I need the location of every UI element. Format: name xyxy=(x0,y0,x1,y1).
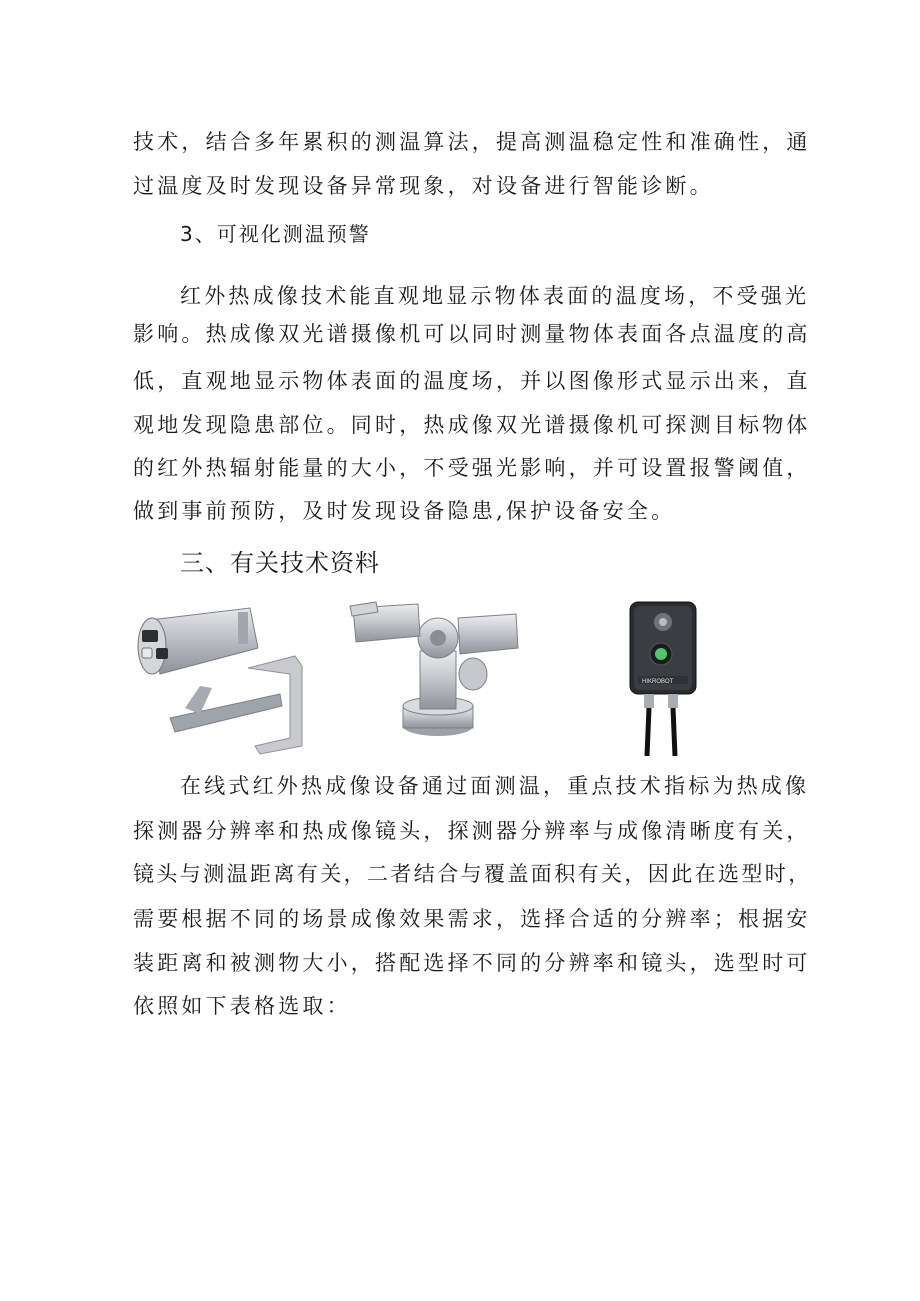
chapter-heading: 三、有关技术资料 xyxy=(180,549,380,577)
mini-thermal-camera-icon xyxy=(628,596,700,758)
paragraph-line: 的红外热辐射能量的大小，不受强光影响，并可设置报警阈值， xyxy=(133,456,811,480)
paragraph-line: 镜头与测温距离有关，二者结合与覆盖面积有关，因此在选型时， xyxy=(133,862,812,886)
paragraph-line: 技术，结合多年累积的测温算法，提高测温稳定性和准确性，通 xyxy=(133,130,811,154)
paragraph-line: 探测器分辨率和热成像镜头，探测器分辨率与成像清晰度有关， xyxy=(133,819,811,843)
paragraph-line: 红外热成像技术能直观地显示物体表面的温度场，不受强光 xyxy=(180,284,810,308)
paragraph-line: 依照如下表格选取： xyxy=(133,994,351,1018)
paragraph-line: 过温度及时发现设备异常现象，对设备进行智能诊断。 xyxy=(133,174,714,198)
paragraph-line: 装距离和被测物大小，搭配选择不同的分辨率和镜头，选型时可 xyxy=(133,951,811,975)
bullet-thermal-camera-icon xyxy=(130,596,310,758)
paragraph-line: 观地发现隐患部位。同时，热成像双光谱摄像机可探测目标物体 xyxy=(133,413,811,437)
svg-text:HIKROBOT: HIKROBOT xyxy=(642,679,674,685)
paragraph-line: 影响。热成像双光谱摄像机可以同时测量物体表面各点温度的高 xyxy=(133,322,811,346)
paragraph-line: 在线式红外热成像设备通过面测温，重点技术指标为热成像 xyxy=(180,774,810,798)
paragraph-line: 做到事前预防，及时发现设备隐患,保护设备安全。 xyxy=(133,499,676,523)
section-heading: 3、可视化测温预警 xyxy=(180,222,371,246)
paragraph-line: 需要根据不同的场景成像效果需求，选择合适的分辨率；根据安 xyxy=(133,907,811,931)
paragraph-line: 低，直观地显示物体表面的温度场，并以图像形式显示出来，直 xyxy=(133,369,811,393)
ptz-thermal-camera-icon xyxy=(348,596,523,758)
